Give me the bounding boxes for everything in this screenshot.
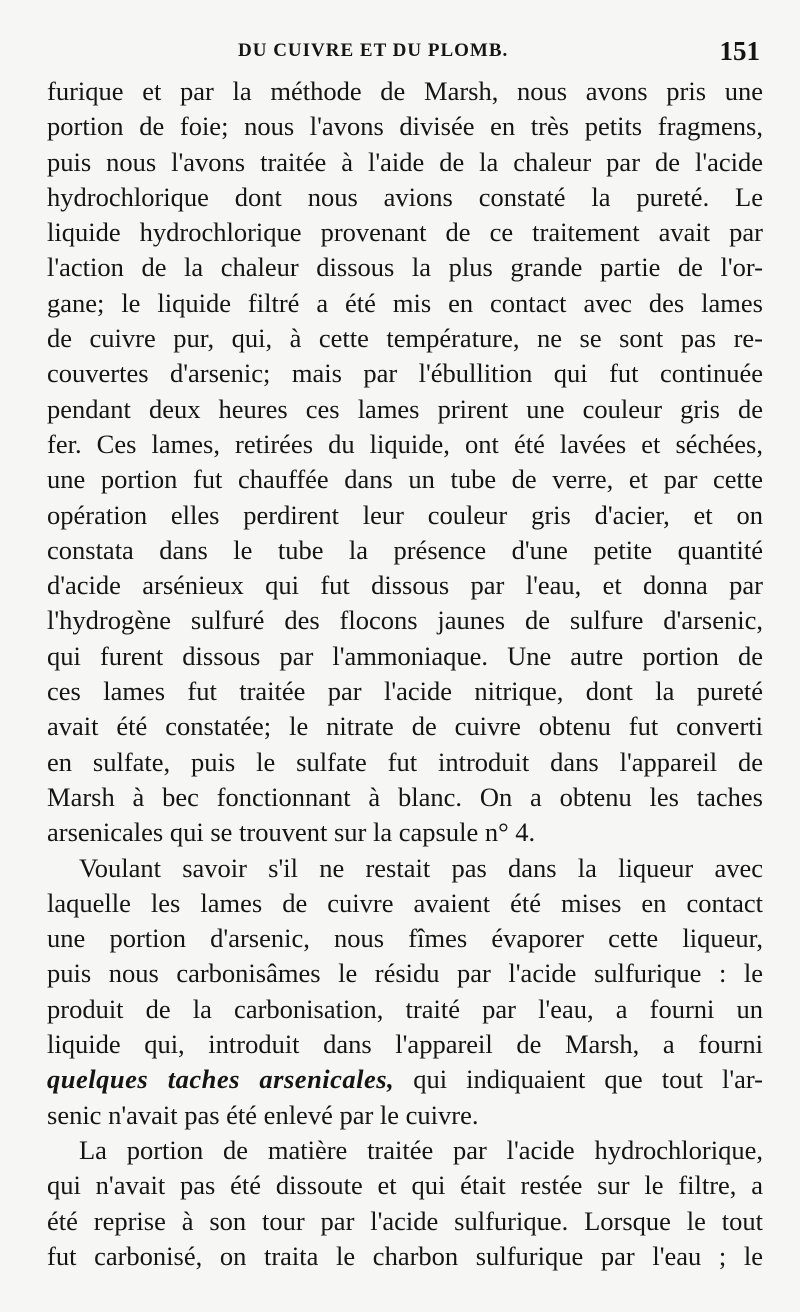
text-line: ces lames fut traitée par l'acide nitrique, dont la pureté <box>47 676 763 707</box>
text-line: couvertes d'arsenic; mais par l'ébullition qui fut continuée <box>47 358 763 389</box>
text-line: une portion fut chauffée dans un tube de verre, et par cette <box>47 464 763 495</box>
text-line: puis nous l'avons traitée à l'aide de la chaleur par de l'acide <box>47 146 763 177</box>
text-line: une portion d'arsenic, nous fîmes évaporer cette liqueur, <box>47 923 763 954</box>
text-line: liquide qui, introduit dans l'appareil de Marsh, a fourni <box>47 1029 763 1060</box>
text-line: arsenicales qui se trouvent sur la capsule n° 4. <box>47 817 536 848</box>
text-line: fut carbonisé, on traita le charbon sulfurique par l'eau ; le <box>47 1240 763 1271</box>
text-line: fer. Ces lames, retirées du liquide, ont été lavées et séchées, <box>47 428 763 459</box>
text-line: puis nous carbonisâmes le résidu par l'acide sulfurique : le <box>47 958 763 989</box>
running-head: DU CUIVRE ET DU PLOMB. <box>238 40 509 61</box>
text-line: pendant deux heures ces lames prirent une couleur gris de <box>47 393 763 424</box>
text-line: liquide hydrochlorique provenant de ce traitement avait par <box>47 217 763 248</box>
text-line: produit de la carbonisation, traité par l'eau, a fourni un <box>47 993 763 1024</box>
text-line: La portion de matière traitée par l'acide hydrochlorique, <box>79 1134 763 1165</box>
page-header <box>0 34 800 68</box>
page-number: 151 <box>719 36 760 66</box>
text-line: constata dans le tube la présence d'une petite quantité <box>47 534 763 565</box>
text-line: opération elles perdirent leur couleur gris d'acier, et on <box>47 499 763 530</box>
text-line: gane; le liquide filtré a été mis en contact avec des lames <box>47 287 763 318</box>
text-line: l'action de la chaleur dissous la plus grande partie de l'or- <box>47 252 763 283</box>
text-fragment: qui indiquaient que tout l'ar- <box>413 1064 763 1095</box>
text-line: senic n'avait pas été enlevé par le cuivre. <box>47 1099 479 1130</box>
emphasis-text: quelques taches arsenicales, <box>47 1064 395 1095</box>
text-block <box>47 74 763 1274</box>
text-line: qui furent dissous par l'ammoniaque. Une autre portion de <box>47 640 763 671</box>
text-line: avait été constatée; le nitrate de cuivre obtenu fut converti <box>47 711 763 742</box>
text-line: portion de foie; nous l'avons divisée en très petits fragmens, <box>47 111 763 142</box>
text-line: été reprise à son tour par l'acide sulfurique. Lorsque le tout <box>47 1205 763 1236</box>
text-line: Marsh à bec fonctionnant à blanc. On a obtenu les taches <box>47 781 763 812</box>
text-line-with-emphasis <box>47 1062 763 1097</box>
text-line: laquelle les lames de cuivre avaient été mises en contact <box>47 887 763 918</box>
text-line: furique et par la méthode de Marsh, nous avons pris une <box>47 76 763 106</box>
text-line: qui n'avait pas été dissoute et qui était restée sur le filtre, a <box>47 1170 763 1201</box>
text-line: Voulant savoir s'il ne restait pas dans la liqueur avec <box>79 852 763 883</box>
text-line: d'acide arsénieux qui fut dissous par l'eau, et donna par <box>47 570 763 601</box>
text-line: en sulfate, puis le sulfate fut introduit dans l'appareil de <box>47 746 763 777</box>
text-line: hydrochlorique dont nous avions constaté la pureté. Le <box>47 181 763 212</box>
text-line: de cuivre pur, qui, à cette température, ne se sont pas re- <box>47 323 763 354</box>
text-line: l'hydrogène sulfuré des flocons jaunes de sulfure d'arsenic, <box>47 605 763 636</box>
